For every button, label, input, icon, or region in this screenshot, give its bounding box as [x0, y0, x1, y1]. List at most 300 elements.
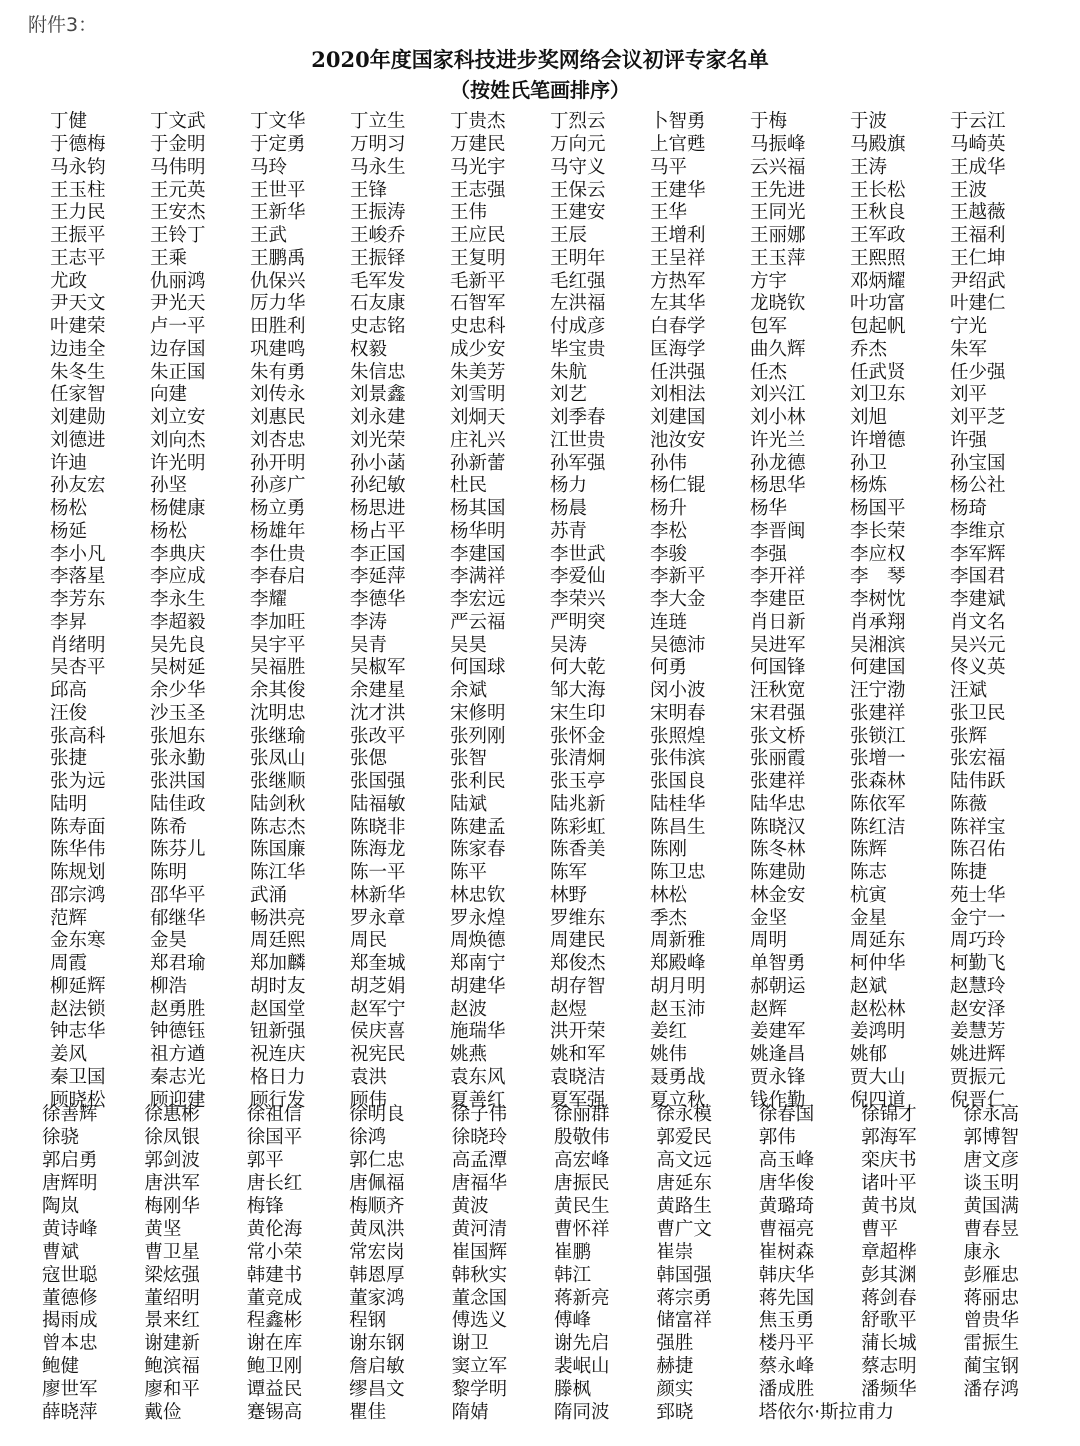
expert-name: 李爱仙: [550, 566, 606, 588]
expert-name: 赵波: [450, 998, 488, 1020]
expert-name: 刘小林: [750, 407, 806, 429]
expert-name: 刘永建: [350, 407, 406, 429]
expert-name: 陈华伟: [50, 839, 106, 861]
expert-name: 谈玉明: [963, 1173, 1020, 1195]
expert-name: 张照煌: [650, 725, 706, 747]
expert-name: 何国锋: [750, 657, 806, 679]
expert-name: 刘建国: [650, 407, 706, 429]
expert-name: 曹怀祥: [553, 1218, 610, 1240]
expert-name: 张改平: [350, 725, 406, 747]
expert-name: 李建国: [450, 543, 506, 565]
expert-name: 丁贵杰: [450, 111, 506, 133]
name-row: [50, 680, 1080, 703]
expert-name: 马守义: [550, 156, 606, 178]
expert-name: 诸叶平: [861, 1173, 917, 1195]
name-row: [50, 316, 1080, 339]
expert-name: 张高科: [50, 725, 106, 747]
expert-name: 许增德: [850, 429, 906, 451]
expert-name: 何建国: [850, 657, 906, 679]
expert-name: 史志铭: [350, 316, 406, 338]
expert-name: 夏军强: [550, 1089, 606, 1111]
expert-name: 黄璐琦: [758, 1196, 815, 1217]
expert-name: 董竞成: [246, 1287, 303, 1309]
name-row: [42, 1218, 1080, 1241]
expert-name: 陈希: [150, 816, 188, 838]
expert-name: 谢先启: [553, 1333, 610, 1355]
name-row: [50, 339, 1080, 362]
expert-name: 孙伟: [650, 452, 688, 474]
expert-name: 韩国强: [656, 1264, 712, 1286]
expert-name: 巩建鸣: [250, 338, 306, 360]
expert-name: 李典庆: [150, 543, 206, 565]
expert-name: 董家鸿: [349, 1287, 405, 1309]
expert-name: 严明突: [550, 611, 606, 633]
expert-name: 吴湘滨: [850, 634, 906, 656]
expert-name: 程钢: [349, 1310, 387, 1332]
expert-name: 孙新蕾: [450, 452, 506, 474]
expert-name: 徐永模: [656, 1104, 712, 1126]
expert-name: 王力民: [50, 202, 106, 224]
expert-name: 姜建军: [750, 1021, 806, 1043]
expert-name: 汪秋宽: [750, 680, 806, 702]
expert-name: 吴福胜: [250, 657, 306, 679]
expert-name: 高玉峰: [758, 1150, 815, 1172]
expert-name: 杨思进: [350, 498, 406, 520]
expert-name: 于云江: [950, 111, 1006, 133]
expert-name: 成少安: [450, 338, 506, 360]
expert-name: 王华: [650, 202, 688, 224]
expert-name: 倪晋仁: [950, 1089, 1006, 1111]
name-row: [50, 452, 1080, 475]
expert-name: 赵玉沛: [650, 998, 706, 1020]
expert-name: 潘频华: [861, 1379, 917, 1401]
expert-name: 王世平: [250, 179, 306, 201]
expert-name: 郑奎城: [350, 953, 406, 975]
expert-name: 李春启: [250, 566, 306, 588]
expert-name: 刘德进: [50, 429, 106, 451]
expert-name: 周霞: [50, 953, 88, 975]
expert-name: 姚伟: [650, 1044, 688, 1066]
name-row: [50, 885, 1080, 908]
expert-name: 孙龙德: [750, 452, 806, 474]
expert-name: 龙晓钦: [750, 293, 806, 315]
expert-name: 万向元: [550, 134, 606, 156]
expert-name: 赵安泽: [950, 998, 1006, 1020]
expert-name: 廖世军: [42, 1379, 98, 1401]
name-row: [50, 725, 1080, 748]
expert-name: 雷振生: [963, 1333, 1020, 1355]
expert-name: 李应权: [850, 543, 906, 565]
expert-name: 常小荣: [246, 1241, 303, 1263]
expert-name: 张清炯: [550, 748, 606, 770]
expert-name: 夏立秋: [650, 1089, 706, 1111]
expert-name: 舒歌平: [861, 1310, 917, 1332]
expert-name: 柯勤飞: [950, 953, 1006, 975]
expert-name: 王军政: [850, 225, 906, 247]
expert-name: 窦立军: [451, 1356, 508, 1378]
expert-name: 吴昊: [450, 634, 488, 656]
expert-name: 王秋良: [850, 202, 906, 224]
expert-name: 格日力: [250, 1066, 306, 1088]
expert-name: 陆明: [50, 793, 88, 815]
expert-name: 上官甦: [650, 134, 706, 156]
expert-name: 郭平: [246, 1150, 284, 1172]
expert-name: 吴宇平: [250, 634, 306, 656]
expert-name: 肖文名: [950, 611, 1006, 633]
expert-name: 王涛: [850, 156, 888, 178]
expert-name: 林松: [650, 884, 688, 906]
expert-name: 陈卫忠: [650, 862, 706, 884]
expert-name: 章超桦: [861, 1241, 917, 1263]
expert-name: 马崎英: [950, 134, 1006, 156]
expert-name: 郭伟: [758, 1127, 796, 1149]
expert-name: 徐明良: [349, 1104, 405, 1126]
expert-name: 马伟明: [150, 156, 206, 178]
expert-name: 张伟滨: [650, 748, 706, 770]
expert-name: 楼丹平: [758, 1333, 815, 1355]
expert-name: 李树忱: [850, 589, 906, 611]
expert-name: 宁光: [950, 316, 988, 338]
expert-name: 李 琴: [850, 566, 906, 588]
expert-name: 刘雪明: [450, 384, 506, 406]
name-row: [50, 816, 1080, 839]
expert-name: 陆华忠: [750, 793, 806, 815]
expert-name: 陈红洁: [850, 816, 906, 838]
expert-name: 徐凤银: [144, 1127, 200, 1149]
expert-name: 任少强: [950, 361, 1006, 383]
expert-name: 李长荣: [850, 520, 906, 542]
expert-name: 刘卫东: [850, 384, 906, 406]
expert-name: 张辉: [950, 725, 988, 747]
expert-name: 洪开荣: [550, 1021, 606, 1043]
expert-name: 张智: [450, 748, 488, 770]
name-row: [50, 407, 1080, 430]
expert-name: 何国球: [450, 657, 506, 679]
expert-name: 宋生印: [550, 702, 606, 724]
expert-name: 夏善红: [450, 1089, 506, 1111]
name-row: [50, 1044, 1080, 1067]
expert-name: 郑君瑜: [150, 953, 206, 975]
expert-name: 连琏: [650, 611, 688, 633]
expert-name: 陈建孟: [450, 816, 506, 838]
expert-name: 赵斌: [850, 975, 888, 997]
expert-name: 张旭东: [150, 725, 206, 747]
expert-name: 王振铎: [350, 247, 406, 269]
expert-name: 宋明春: [650, 702, 706, 724]
expert-name: 姚进辉: [950, 1044, 1006, 1066]
expert-name: 郭爱民: [656, 1127, 712, 1149]
expert-name: 鲍滨福: [144, 1356, 200, 1378]
expert-name: 殷敬伟: [553, 1127, 610, 1149]
expert-name: 余斌: [450, 680, 488, 702]
expert-name: 孙友宏: [50, 475, 106, 497]
expert-name: 李涛: [350, 611, 388, 633]
expert-name: 吴椒军: [350, 657, 406, 679]
expert-name: 丁烈云: [550, 111, 606, 133]
expert-name: 郭剑波: [144, 1150, 200, 1172]
expert-name: 朱航: [550, 361, 588, 383]
expert-name: 肖日新: [750, 611, 806, 633]
expert-name: 蔡永峰: [758, 1356, 815, 1378]
expert-name: 谢建新: [144, 1333, 200, 1355]
expert-name: 张继瑜: [250, 725, 306, 747]
expert-name: 黄波: [451, 1196, 489, 1217]
expert-name: 边存国: [150, 338, 206, 360]
expert-name: 唐辉明: [42, 1173, 98, 1195]
expert-name: 王丽娜: [750, 225, 806, 247]
expert-name: 徐祖信: [246, 1104, 303, 1126]
expert-name: 万建民: [450, 134, 506, 156]
name-row: [42, 1287, 1080, 1310]
expert-name: 周新雅: [650, 930, 706, 952]
expert-name: 姜红: [650, 1021, 688, 1043]
expert-name: 郑殿峰: [650, 953, 706, 975]
expert-name: 周焕德: [450, 930, 506, 952]
expert-name: 金东寒: [50, 930, 106, 952]
expert-name: 王熙照: [850, 247, 906, 269]
expert-name: 杨仁锟: [650, 475, 706, 497]
expert-name: 崔国辉: [451, 1241, 508, 1263]
expert-name: 于金明: [150, 134, 206, 156]
expert-name: 顾行发: [250, 1089, 306, 1111]
expert-name: 苏青: [550, 520, 588, 542]
expert-name: 赵煜: [550, 998, 588, 1020]
expert-name: 徐骁: [42, 1127, 80, 1149]
expert-name: 黄伦海: [246, 1218, 303, 1240]
expert-name: 柳延辉: [50, 975, 106, 997]
expert-name: 田胜利: [250, 316, 306, 338]
name-row: [50, 657, 1080, 680]
expert-name: 焦玉勇: [758, 1310, 815, 1332]
expert-name: 万明习: [350, 134, 406, 156]
expert-name: 常宏岗: [349, 1241, 405, 1263]
expert-name: 塔依尔·斯拉甫力: [758, 1402, 895, 1424]
expert-name: 高孟潭: [451, 1150, 508, 1172]
page-subtitle: （按姓氏笔画排序）: [450, 78, 630, 102]
expert-name: 黄凤洪: [349, 1218, 405, 1240]
expert-name: 黄书岚: [861, 1196, 917, 1217]
expert-name: 孙卫: [850, 452, 888, 474]
expert-name: 丁文华: [250, 111, 306, 133]
expert-name: 刘传永: [250, 384, 306, 406]
expert-name: 蒋新亮: [553, 1287, 610, 1309]
expert-name: 徐国平: [246, 1127, 303, 1149]
expert-name: 姚燕: [450, 1044, 488, 1066]
expert-name: 赵勇胜: [150, 998, 206, 1020]
expert-name: 张丽霞: [750, 748, 806, 770]
expert-name: 李国君: [950, 566, 1006, 588]
expert-name: 李军辉: [950, 543, 1006, 565]
name-row: [50, 771, 1080, 794]
expert-name: 陈国廉: [250, 839, 306, 861]
expert-name: 任家智: [50, 384, 106, 406]
expert-name: 刘光荣: [350, 429, 406, 451]
expert-name: 汪宁渤: [850, 680, 906, 702]
expert-name: 边违全: [50, 338, 106, 360]
expert-name: 方热军: [650, 270, 706, 292]
expert-name: 李超毅: [150, 611, 206, 633]
expert-name: 顾伟: [350, 1089, 388, 1111]
expert-name: 陈昌生: [650, 816, 706, 838]
expert-name: 周廷熙: [250, 930, 306, 952]
expert-name: 畅洪亮: [250, 907, 306, 929]
expert-name: 张偲: [350, 748, 388, 770]
name-row: [50, 430, 1080, 453]
expert-name: 邵华平: [150, 884, 206, 906]
expert-name: 权毅: [350, 338, 388, 360]
expert-name: 杨立勇: [250, 498, 306, 520]
expert-name: 谢东钢: [349, 1333, 405, 1355]
expert-name: 张增一: [850, 748, 906, 770]
expert-name: 吴杏平: [50, 657, 106, 679]
expert-name: 余少华: [150, 680, 206, 702]
name-row: [42, 1150, 1080, 1173]
name-row: [50, 1021, 1080, 1044]
expert-name: 周建民: [550, 930, 606, 952]
expert-name: 唐延东: [656, 1173, 712, 1195]
expert-name: 杨健康: [150, 498, 206, 520]
expert-name: 叶建仁: [950, 293, 1006, 315]
expert-name: 王仁坤: [950, 247, 1006, 269]
expert-name: 吴涛: [550, 634, 588, 656]
expert-name: 王振平: [50, 225, 106, 247]
expert-name: 陆伟跃: [950, 771, 1006, 793]
expert-name: 郁继华: [150, 907, 206, 929]
expert-name: 刘向杰: [150, 429, 206, 451]
expert-name: 王长松: [850, 179, 906, 201]
expert-name: 潘成胜: [758, 1379, 815, 1401]
expert-name: 陈召佑: [950, 839, 1006, 861]
expert-name: 徐晓玲: [451, 1127, 508, 1149]
expert-name: 陈家春: [450, 839, 506, 861]
attachment-label: 附件3：: [28, 14, 98, 36]
expert-name: 鲍卫刚: [246, 1356, 303, 1378]
expert-name: 蔡志明: [861, 1356, 917, 1378]
expert-name: 吴兴元: [950, 634, 1006, 656]
expert-name: 景来红: [144, 1310, 200, 1332]
expert-name: 隋婧: [451, 1402, 489, 1424]
expert-name: 陈薇: [950, 793, 988, 815]
expert-name: 李世武: [550, 543, 606, 565]
name-row: [50, 953, 1080, 976]
expert-name: 曹广文: [656, 1218, 712, 1240]
name-row: [50, 248, 1080, 271]
name-row: [50, 634, 1080, 657]
expert-name: 廖和平: [144, 1379, 200, 1401]
expert-name: 杨其国: [450, 498, 506, 520]
expert-name: 张国强: [350, 771, 406, 793]
expert-name: 吴树延: [150, 657, 206, 679]
name-row: [50, 976, 1080, 999]
name-row: [50, 521, 1080, 544]
expert-name: 蒋宗勇: [656, 1287, 712, 1309]
name-row: [50, 225, 1080, 248]
expert-name: 周民: [350, 930, 388, 952]
expert-name: 刘炯天: [450, 407, 506, 429]
expert-name: 杨松: [150, 520, 188, 542]
expert-name: 王振涛: [350, 202, 406, 224]
expert-name: 滕枫: [553, 1379, 591, 1401]
expert-name: 刘惠民: [250, 407, 306, 429]
expert-name: 袁洪: [350, 1066, 388, 1088]
expert-name: 刘旭: [850, 407, 888, 429]
expert-name: 尹绍武: [950, 270, 1006, 292]
expert-name: 蔺宝钢: [963, 1356, 1020, 1378]
expert-name: 张利民: [450, 771, 506, 793]
expert-name: 薛晓萍: [42, 1402, 98, 1424]
expert-name: 陈规划: [50, 862, 106, 884]
expert-name: 张锁江: [850, 725, 906, 747]
expert-name: 李大金: [650, 589, 706, 611]
expert-name: 宋君强: [750, 702, 806, 724]
expert-name: 胡建华: [450, 975, 506, 997]
expert-name: 王玉柱: [50, 179, 106, 201]
expert-name: 何大乾: [550, 657, 606, 679]
expert-name: 郭仁忠: [349, 1150, 405, 1172]
expert-name: 武涌: [250, 884, 288, 906]
expert-name: 王先进: [750, 179, 806, 201]
expert-name: 董绍明: [144, 1287, 200, 1309]
name-row: [50, 270, 1080, 293]
expert-name: 张建祥: [750, 771, 806, 793]
expert-name: 王保云: [550, 179, 606, 201]
expert-name: 曹斌: [42, 1241, 80, 1263]
expert-name: 林金安: [750, 884, 806, 906]
expert-name: 王明年: [550, 247, 606, 269]
expert-name: 陆剑秋: [250, 793, 306, 815]
expert-name: 王锋: [350, 179, 388, 201]
expert-name: 朱美芳: [450, 361, 506, 383]
expert-name: 杜民: [450, 475, 488, 497]
expert-name: 邵宗鸿: [50, 884, 106, 906]
name-row: [50, 475, 1080, 498]
expert-name: 叶建荣: [50, 316, 106, 338]
expert-name: 孙坚: [150, 475, 188, 497]
expert-name: 蹇锡高: [246, 1402, 303, 1424]
expert-name: 许强: [950, 429, 988, 451]
expert-name: 倪四道: [850, 1089, 906, 1111]
expert-name: 李建臣: [750, 589, 806, 611]
page-title: 2020年度国家科技进步奖网络会议初评专家名单: [311, 47, 769, 72]
expert-name: 池汝安: [650, 429, 706, 451]
name-row: [42, 1379, 1080, 1402]
expert-name: 仇保兴: [250, 270, 306, 292]
expert-name: 梅刚华: [144, 1196, 200, 1217]
expert-name: 毛军发: [350, 270, 406, 292]
expert-name: 郝朝运: [750, 975, 806, 997]
expert-name: 李开祥: [750, 566, 806, 588]
expert-name: 尤政: [50, 270, 88, 292]
expert-name: 李永生: [150, 589, 206, 611]
expert-name: 周明: [750, 930, 788, 952]
expert-name: 钮新强: [250, 1021, 306, 1043]
expert-name: 赵法锁: [50, 998, 106, 1020]
expert-name: 沈明忠: [250, 702, 306, 724]
expert-name: 陈祥宝: [950, 816, 1006, 838]
expert-name: 李昇: [50, 611, 88, 633]
expert-name: 李应成: [150, 566, 206, 588]
expert-name: 乔杰: [850, 338, 888, 360]
expert-name: 蒋剑春: [861, 1287, 917, 1309]
expert-name: 陈彩虹: [550, 816, 606, 838]
expert-name: 蒲长城: [861, 1333, 917, 1355]
expert-name: 陈一平: [350, 862, 406, 884]
expert-name: 汪斌: [950, 680, 988, 702]
expert-name: 梅顺齐: [349, 1196, 405, 1217]
expert-name: 匡海学: [650, 338, 706, 360]
expert-name: 杨华明: [450, 520, 506, 542]
expert-name: 卜智勇: [650, 111, 706, 133]
